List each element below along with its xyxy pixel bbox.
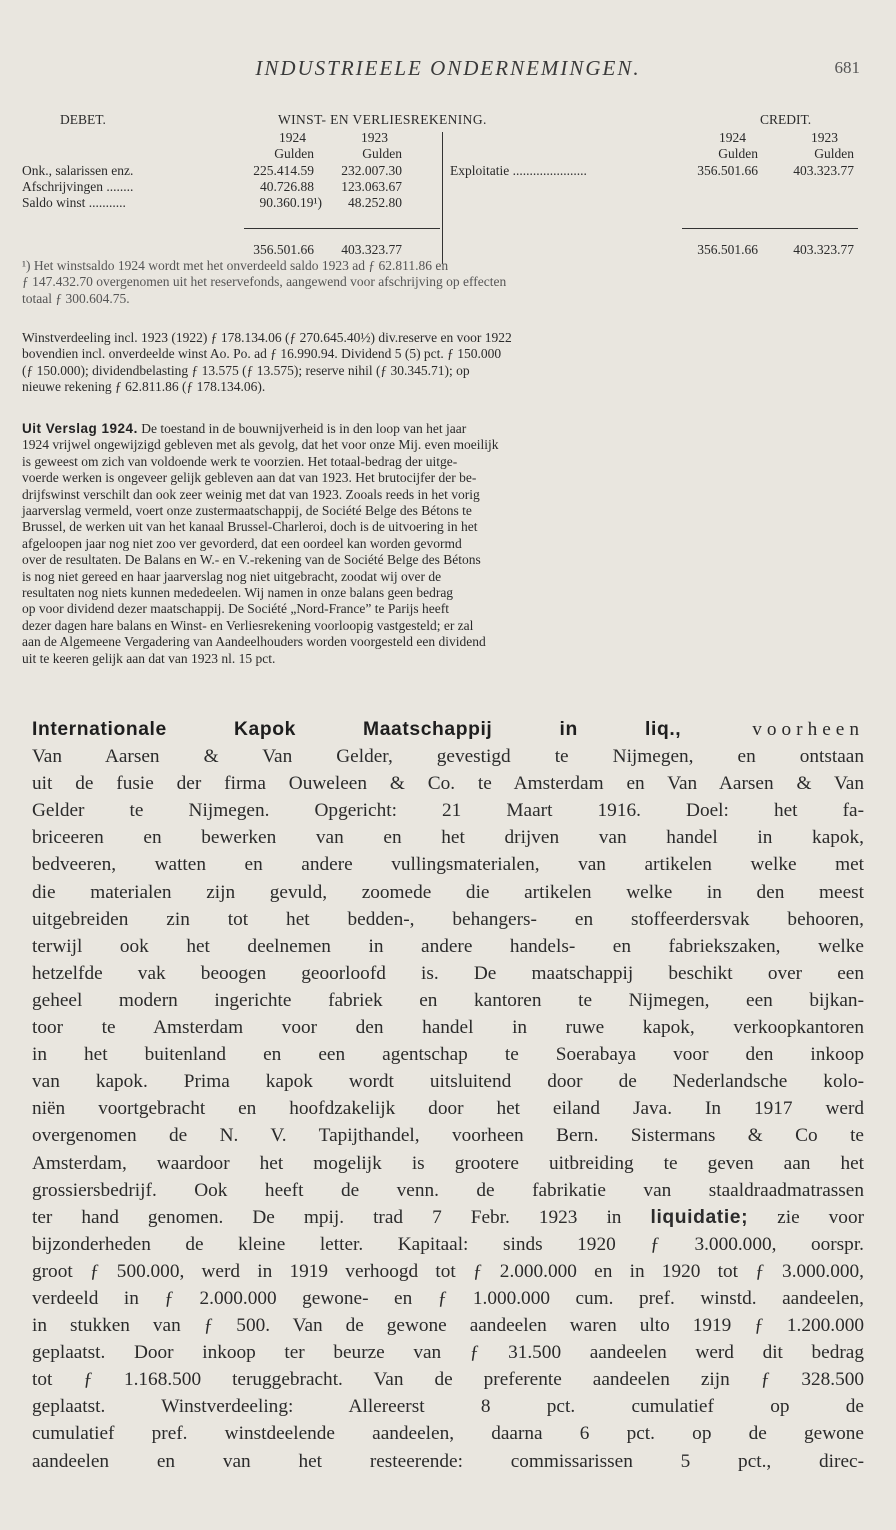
credit-row-value: 403.323.77 xyxy=(793,163,854,178)
total-debit-1923: 403.323.77 xyxy=(341,242,402,257)
debit-row-label: Afschrijvingen ........ xyxy=(22,179,134,194)
debit-row-value: 40.726.88 xyxy=(260,179,314,194)
paragraph-line xyxy=(22,421,874,437)
entry-line: uit de fusie der firma Ouweleen & Co. te Amsterdam en Van Aarsen & Van xyxy=(32,773,864,795)
column-divider xyxy=(442,132,443,264)
total-rule-debit xyxy=(244,228,440,229)
credit-row-label: Exploitatie ...................... xyxy=(450,163,587,178)
total-credit-1923: 403.323.77 xyxy=(793,242,854,257)
debit-row-value: 123.063.67 xyxy=(341,179,402,194)
year-1924-debit: 1924 xyxy=(279,130,306,145)
year-1923-credit: 1923 xyxy=(811,130,838,145)
paragraph-line: Winstverdeeling incl. 1923 (1922) ƒ 178.134.06 (ƒ 270.645.40½) div.reserve en voor 1922 xyxy=(22,330,512,345)
unit-1924-credit: Gulden xyxy=(718,146,758,161)
entry-line: in het buitenland en een agentschap te Soerabaya voor den inkoop xyxy=(32,1044,864,1066)
entry-line: aandeelen en van het resteerende: commissarissen 5 pct., direc- xyxy=(32,1450,864,1472)
footnote-line: totaal ƒ 300.604.75. xyxy=(22,290,130,306)
verslag-paragraph xyxy=(22,421,874,667)
entry-line xyxy=(32,716,864,743)
footnote-line: ƒ 147.432.70 overgenomen uit het reservefonds, aangewend voor afschrijving op effecten xyxy=(22,274,507,290)
debet-label: DEBET. xyxy=(60,112,106,127)
paragraph-line: is geweest om zich van voldoende werk te voorzien. Het totaal-bedrag der uitge- xyxy=(22,453,458,469)
paragraph-line: dezer dagen hare balans en Winst- en Verliesrekening voorloopig vastgesteld; er zal xyxy=(22,617,474,633)
entry-line: bedveeren, watten en andere vullingsmaterialen, van artikelen welke met xyxy=(32,854,864,876)
debit-row-value: 90.360.19¹) xyxy=(259,195,322,210)
verslag-lead: Uit Verslag 1924. xyxy=(22,421,138,436)
entry-line: toor te Amsterdam voor den handel in ruwe kapok, verkoopkantoren xyxy=(32,1017,864,1039)
account-title: WINST- EN VERLIESREKENING. xyxy=(278,112,487,127)
credit-row-value: 356.501.66 xyxy=(697,163,758,178)
entry-line: van kapok. Prima kapok wordt uitsluitend door de Nederlandsche kolo- xyxy=(32,1071,864,1093)
credit-label: CREDIT. xyxy=(760,112,812,127)
paragraph-line: jaarverslag vermeld, voert onze zustermaatschappij, de Société Belge des Bétons te xyxy=(22,503,472,519)
entry-line: hetzelfde vak beoogen geoorloofd is. De maatschappij beschikt over een xyxy=(32,962,864,984)
entry-line: Gelder te Nijmegen. Opgericht: 21 Maart 1916. Doel: het fa- xyxy=(32,800,864,822)
year-1923-debit: 1923 xyxy=(361,130,388,145)
entry-line: verdeeld in ƒ 2.000.000 gewone- en ƒ 1.000.000 cum. pref. winstd. aandeelen, xyxy=(32,1287,864,1309)
paragraph-text: De toestand in de bouwnijverheid is in den loop van het jaar xyxy=(137,421,467,436)
entry-line: overgenomen de N. V. Tapijthandel, voorheen Bern. Sistermans & Co te xyxy=(32,1125,864,1147)
entry-line xyxy=(32,1204,864,1231)
unit-1923-debit: Gulden xyxy=(362,146,402,161)
entry-text: ter hand genomen. De mpij. trad 7 Febr. 1923 in xyxy=(32,1206,622,1228)
entry-line: uitgebreiden zin tot het bedden-, behangers- en stoffeerdersvak behooren, xyxy=(32,908,864,930)
paragraph-line: bovendien incl. onverdeelde winst Ao. Po. ad ƒ 16.990.94. Dividend 5 (5) pct. ƒ 150.000 xyxy=(22,346,502,362)
year-1924-credit: 1924 xyxy=(719,130,746,145)
paragraph-line: (ƒ 150.000); dividendbelasting ƒ 13.575 (ƒ 13.575); reserve nihil (ƒ 30.345.71); op xyxy=(22,362,470,378)
entry-line: geplaatst. Winstverdeeling: Allereerst 8 pct. cumulatief op de xyxy=(32,1396,864,1418)
paragraph-line: op voor dividend dezer maatschappij. De Société „Nord-France” te Parijs heeft xyxy=(22,601,449,617)
entry-line: grossiersbedrijf. Ook heeft de venn. de fabrikatie van staaldraadmatrassen xyxy=(32,1179,864,1201)
paragraph-line: voerde werken is ongeveer gelijk gebleven aan dat van 1923. Het brutocijfer der be- xyxy=(22,470,477,486)
entry-line: in stukken van ƒ 500. Van de gewone aandeelen waren ulto 1919 ƒ 1.200.000 xyxy=(32,1315,864,1337)
entry-line: Amsterdam, waardoor het mogelijk is grootere uitbreiding te geven aan het xyxy=(32,1152,864,1174)
debit-row-label: Onk., salarissen enz. xyxy=(22,163,134,178)
paragraph-line: Brussel, de werken uit van het kanaal Brussel-Charleroi, doch is de uitvoering in het xyxy=(22,519,478,535)
paragraph-line: drijfswinst verschilt dan ook zeer weinig met dat van 1923. Zooals reeds in het vorig xyxy=(22,486,480,502)
entry-line: geheel modern ingerichte fabriek en kantoren te Nijmegen, een bijkan- xyxy=(32,989,864,1011)
paragraph-line: resultaten nog niets kunnen mededeelen. Wij namen in onze balans geen bedrag xyxy=(22,585,454,601)
debit-row-label: Saldo winst ........... xyxy=(22,195,126,210)
entry-line: geplaatst. Door inkoop ter beurze van ƒ 31.500 aandeelen werd dit bedrag xyxy=(32,1342,864,1364)
page-header xyxy=(0,56,896,86)
liquidatie-term: liquidatie; xyxy=(650,1206,749,1228)
paragraph-line: over de resultaten. De Balans en W.- en V.-rekening van de Société Belge des Bétons xyxy=(22,552,481,568)
unit-1924-debit: Gulden xyxy=(274,146,314,161)
paragraph-line: nieuwe rekening ƒ 62.811.86 (ƒ 178.134.06). xyxy=(22,379,266,395)
total-rule-credit xyxy=(682,228,858,229)
entry-line: die materialen zijn gevuld, zoomede die artikelen welke in den meest xyxy=(32,881,864,903)
winstverdeeling-paragraph xyxy=(22,330,874,396)
entry-line: groot ƒ 500.000, werd in 1919 verhoogd tot ƒ 2.000.000 en in 1920 tot ƒ 3.000.000, xyxy=(32,1260,864,1282)
debit-row-value: 48.252.80 xyxy=(348,195,402,210)
paragraph-line: uit te keeren gelijk aan dat van 1923 nl. 15 pct. xyxy=(22,650,276,666)
entry-line: Van Aarsen & Van Gelder, gevestigd te Nijmegen, en ontstaan xyxy=(32,746,864,768)
debit-row-value: 225.414.59 xyxy=(253,163,314,178)
debit-row-value: 232.007.30 xyxy=(341,163,402,178)
entry-line: tot ƒ 1.168.500 teruggebracht. Van de preferente aandeelen zijn ƒ 328.500 xyxy=(32,1369,864,1391)
paragraph-line: aan de Algemeene Vergadering van Aandeelhouders worden voorgesteld een dividend xyxy=(22,634,486,650)
company-name: Internationale Kapok Maatschappij in liq., xyxy=(32,719,682,740)
paragraph-line: afgeloopen jaar nog niet zoo ver gevorderd, dat een oordeel kan worden gevormd xyxy=(22,535,462,551)
running-title: INDUSTRIEELE ONDERNEMINGEN. xyxy=(255,56,641,80)
total-debit-1924: 356.501.66 xyxy=(253,242,314,257)
entry-line: briceeren en bewerken van en het drijven van handel in kapok, xyxy=(32,827,864,849)
entry-text: voorheen xyxy=(681,719,864,740)
entry-text: zie voor xyxy=(748,1206,864,1228)
entry-line: bijzonderheden de kleine letter. Kapitaal: sinds 1920 ƒ 3.000.000, oorspr. xyxy=(32,1233,864,1255)
paragraph-line: is nog niet gereed en haar jaarverslag nog niet uitgebracht, zoodat wij over de xyxy=(22,568,442,584)
entry-line: cumulatief pref. winstdeelende aandeelen, daarna 6 pct. op de gewone xyxy=(32,1423,864,1445)
entry-line: terwijl ook het deelnemen in andere handels- en fabriekszaken, welke xyxy=(32,935,864,957)
total-credit-1924: 356.501.66 xyxy=(697,242,758,257)
page-number: 681 xyxy=(834,58,860,77)
paragraph-line: 1924 vrijwel ongewijzigd gebleven met als gevolg, dat het voor onze Mij. even moeilijk xyxy=(22,437,499,453)
company-entry xyxy=(32,716,864,1475)
footnote-line: ¹) Het winstsaldo 1924 wordt met het onverdeeld saldo 1923 ad ƒ 62.811.86 en xyxy=(22,258,449,273)
unit-1923-credit: Gulden xyxy=(814,146,854,161)
footnote xyxy=(22,258,872,307)
entry-line: niën voortgebracht en hoofdzakelijk door het eiland Java. In 1917 werd xyxy=(32,1098,864,1120)
